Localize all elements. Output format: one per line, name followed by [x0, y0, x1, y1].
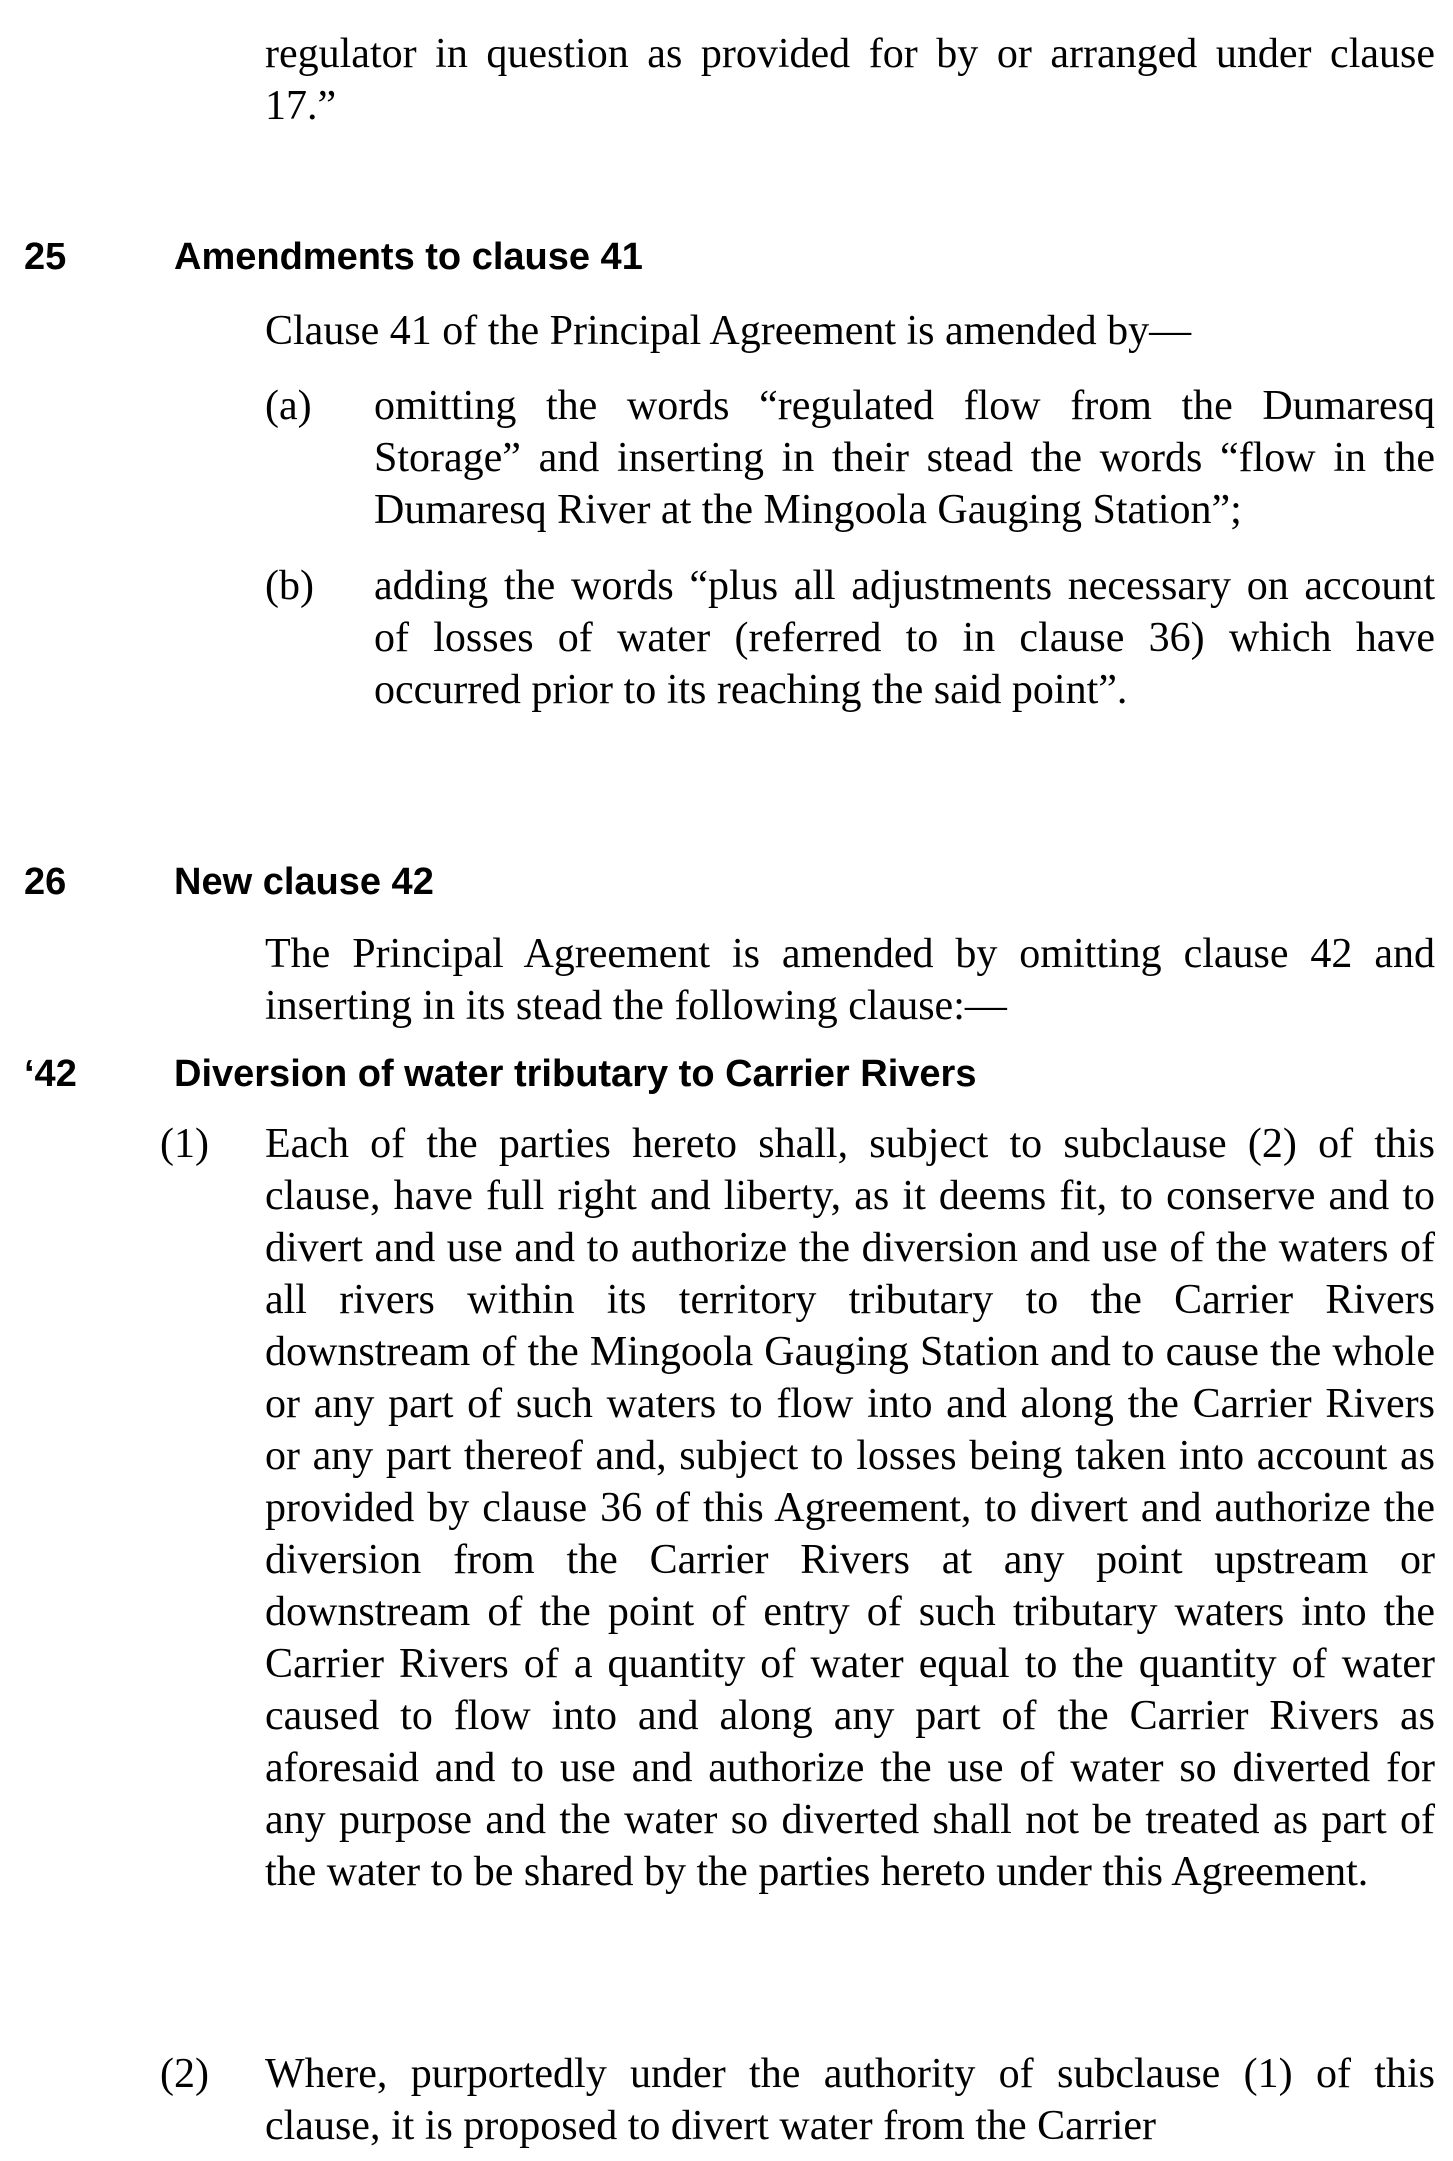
- subclause-text: Where, purportedly under the authority of subclause (1) of this clause, it is proposed to divert water from the Carrier: [265, 2051, 1435, 2149]
- section-intro: The Principal Agreement is amended by omitting clause 42 and inserting in its stead the following clause:—: [265, 931, 1435, 1029]
- clause-title: Diversion of water tributary to Carrier Rivers: [174, 1053, 977, 1095]
- item-label: (b): [265, 563, 314, 609]
- subclause-label: (1): [160, 1121, 209, 1167]
- clause-number: ‘42: [24, 1053, 77, 1095]
- item-label: (a): [265, 383, 312, 429]
- section-number: 25: [24, 236, 67, 278]
- subclause-text: Each of the parties hereto shall, subject to subclause (2) of this clause, have full right and liberty, as it deems fit, to conserve and to divert and use and to authorize the diversion and use of the waters of all rivers within its territory tributary to the Carrier Rivers downstream of the Mingoola Gauging Station and to cause the whole or any part of such waters to flow into and along the Carrier Rivers or any part thereof and, subject to losses being taken into account as provided by clause 36 of this Agreement, to divert and authorize the diversion from the Carrier Rivers at any point upstream or downstream of the point of entry of such tributary waters into the Carrier Rivers of a quantity of water equal to the quantity of water caused to flow into and along any part of the Carrier Rivers as aforesaid and to use and authorize the use of water so diverted for any purpose and the water so diverted shall not be treated as part of the water to be shared by the parties hereto under this Agreement.: [265, 1121, 1435, 1895]
- section-title: New clause 42: [174, 861, 434, 903]
- continuation-paragraph: regulator in question as provided for by or arranged under clause 17.”: [265, 31, 1435, 129]
- section-number: 26: [24, 861, 67, 903]
- item-text: adding the words “plus all adjustments necessary on account of losses of water (referred to in clause 36) which have occurred prior to its reaching the said point”.: [374, 563, 1435, 713]
- subclause-label: (2): [160, 2051, 209, 2097]
- section-intro: Clause 41 of the Principal Agreement is amended by—: [265, 308, 1192, 354]
- section-title: Amendments to clause 41: [174, 236, 643, 278]
- item-text: omitting the words “regulated flow from the Dumaresq Storage” and inserting in their stead the words “flow in the Dumaresq River at the Mingoola Gauging Station”;: [374, 383, 1435, 533]
